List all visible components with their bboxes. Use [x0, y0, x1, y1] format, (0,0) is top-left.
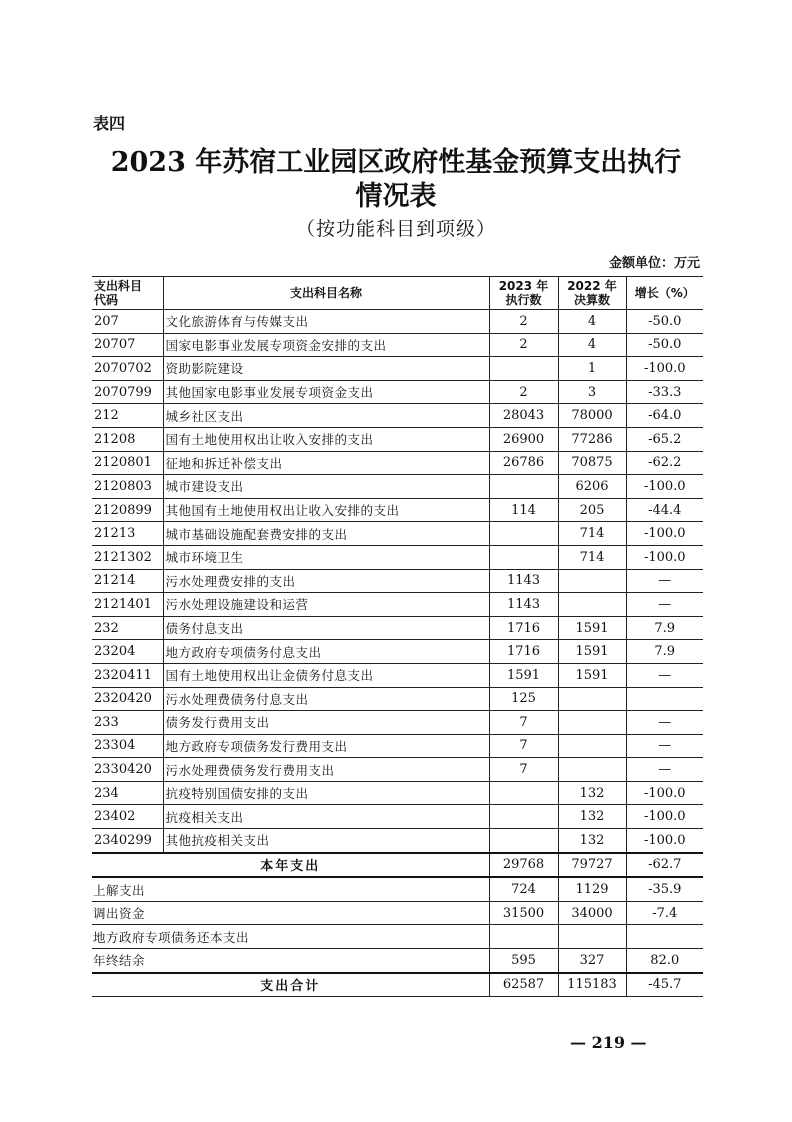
- cell-growth: -100.0: [626, 805, 703, 829]
- cell-name: 其他国家电影事业发展专项资金支出: [163, 380, 489, 404]
- cell-exec: [489, 805, 558, 829]
- cell-code: 2120899: [92, 498, 163, 522]
- cell-exec: 2: [489, 333, 558, 357]
- cell-name: 城市基础设施配套费安排的支出: [163, 522, 489, 546]
- cell-exec: [489, 925, 558, 949]
- cell-growth: —: [626, 593, 703, 617]
- table-row: [92, 901, 703, 925]
- cell-growth: -65.2: [626, 427, 703, 451]
- cell-growth: 82.0: [626, 949, 703, 973]
- cell-code: 2120803: [92, 475, 163, 499]
- cell-name: 调出资金: [92, 901, 489, 925]
- cell-growth: -62.7: [626, 853, 703, 878]
- cell-final: 714: [558, 522, 626, 546]
- cell-final: 6206: [558, 475, 626, 499]
- h-final-text: 2022 年 决算数: [567, 279, 617, 307]
- cell-growth: -100.0: [626, 522, 703, 546]
- cell-code: 23204: [92, 640, 163, 664]
- cell-exec: 724: [489, 877, 558, 901]
- cell-name: 污水处理费安排的支出: [163, 569, 489, 593]
- cell-code: 2320411: [92, 663, 163, 687]
- page-number: — 219 —: [570, 1033, 647, 1052]
- cell-code: 21208: [92, 427, 163, 451]
- cell-growth: —: [626, 663, 703, 687]
- cell-final: 70875: [558, 451, 626, 475]
- table-row: [92, 522, 703, 546]
- table-row: [92, 427, 703, 451]
- cell-growth: -100.0: [626, 357, 703, 381]
- cell-growth: -45.7: [626, 973, 703, 997]
- table-row: [92, 663, 703, 687]
- table-row: [92, 616, 703, 640]
- cell-final: 1591: [558, 616, 626, 640]
- h-exec-text: 2023 年 执行数: [498, 279, 549, 307]
- cell-exec: 114: [489, 498, 558, 522]
- table-row: [92, 805, 703, 829]
- cell-final: [558, 734, 626, 758]
- cell-name: 污水处理费债务付息支出: [163, 687, 489, 711]
- cell-final: 79727: [558, 853, 626, 878]
- cell-growth: —: [626, 569, 703, 593]
- cell-code: 207: [92, 310, 163, 334]
- cell-final: 1591: [558, 663, 626, 687]
- cell-name: 其他抗疫相关支出: [163, 829, 489, 853]
- cell-exec: [489, 781, 558, 805]
- cell-exec: [489, 522, 558, 546]
- header-name: 支出科目名称: [163, 277, 489, 310]
- cell-final: 132: [558, 805, 626, 829]
- cell-final: 34000: [558, 901, 626, 925]
- cell-code: 20707: [92, 333, 163, 357]
- cell-name: 城市环境卫生: [163, 545, 489, 569]
- cell-growth: —: [626, 711, 703, 735]
- table-row: [92, 781, 703, 805]
- cell-final: [558, 687, 626, 711]
- cell-exec: [489, 475, 558, 499]
- cell-name: 地方政府专项债务发行费用支出: [163, 734, 489, 758]
- cell-growth: [626, 925, 703, 949]
- table-row: [92, 404, 703, 428]
- table-row: [92, 593, 703, 617]
- cell-code: 232: [92, 616, 163, 640]
- cell-name: 城乡社区支出: [163, 404, 489, 428]
- cell-growth: -33.3: [626, 380, 703, 404]
- grand-total-row: [92, 973, 703, 997]
- page-title: 2023 年苏宿工业园区政府性基金预算支出执行: [110, 147, 682, 178]
- cell-final: 132: [558, 781, 626, 805]
- table-row: [92, 380, 703, 404]
- cell-name: 其他国有土地使用权出让收入安排的支出: [163, 498, 489, 522]
- cell-exec: 1143: [489, 593, 558, 617]
- cell-name: 债务发行费用支出: [163, 711, 489, 735]
- cell-code: 2120801: [92, 451, 163, 475]
- cell-name: 上解支出: [92, 877, 489, 901]
- cell-name: 国家电影事业发展专项资金安排的支出: [163, 333, 489, 357]
- cell-exec: 26786: [489, 451, 558, 475]
- cell-name: 抗疫特别国债安排的支出: [163, 781, 489, 805]
- cell-exec: 595: [489, 949, 558, 973]
- cell-exec: 2: [489, 380, 558, 404]
- cell-final: 78000: [558, 404, 626, 428]
- cell-code: 2340299: [92, 829, 163, 853]
- cell-exec: 62587: [489, 973, 558, 997]
- cell-exec: 2: [489, 310, 558, 334]
- grand-total-row-label: 支出合计: [92, 973, 489, 997]
- header-growth: 增长（%）: [626, 277, 703, 310]
- cell-exec: 1716: [489, 640, 558, 664]
- table-row: [92, 333, 703, 357]
- cell-exec: 1143: [489, 569, 558, 593]
- cell-code: 23304: [92, 734, 163, 758]
- header-exec: [489, 277, 558, 310]
- cell-exec: 31500: [489, 901, 558, 925]
- cell-exec: 1716: [489, 616, 558, 640]
- cell-final: 327: [558, 949, 626, 973]
- cell-growth: 7.9: [626, 640, 703, 664]
- cell-final: [558, 925, 626, 949]
- cell-final: 3: [558, 380, 626, 404]
- cell-code: 212: [92, 404, 163, 428]
- cell-code: 2121302: [92, 545, 163, 569]
- table-row: [92, 877, 703, 901]
- cell-growth: [626, 687, 703, 711]
- table-row: [92, 758, 703, 782]
- table-row: [92, 451, 703, 475]
- cell-code: 2330420: [92, 758, 163, 782]
- year-total-row: [92, 853, 703, 878]
- cell-growth: -100.0: [626, 475, 703, 499]
- cell-final: 205: [558, 498, 626, 522]
- cell-name: 污水处理费债务发行费用支出: [163, 758, 489, 782]
- cell-final: 115183: [558, 973, 626, 997]
- table-row: [92, 498, 703, 522]
- cell-growth: -44.4: [626, 498, 703, 522]
- cell-growth: -50.0: [626, 333, 703, 357]
- cell-exec: 125: [489, 687, 558, 711]
- cell-growth: —: [626, 758, 703, 782]
- cell-final: 77286: [558, 427, 626, 451]
- cell-growth: -62.2: [626, 451, 703, 475]
- table-row: [92, 357, 703, 381]
- cell-final: 1591: [558, 640, 626, 664]
- header-final: [558, 277, 626, 310]
- cell-final: [558, 569, 626, 593]
- table-row: [92, 569, 703, 593]
- table-row: [92, 711, 703, 735]
- cell-code: 2121401: [92, 593, 163, 617]
- table-row: [92, 949, 703, 973]
- table-header: [92, 277, 703, 310]
- expenditure-table: [92, 276, 703, 997]
- cell-name: 国有土地使用权出让金债务付息支出: [163, 663, 489, 687]
- table-row: [92, 925, 703, 949]
- cell-growth: -50.0: [626, 310, 703, 334]
- cell-name: 文化旅游体育与传媒支出: [163, 310, 489, 334]
- cell-name: 地方政府专项债务还本支出: [92, 925, 489, 949]
- header-code: [92, 277, 163, 310]
- cell-exec: 28043: [489, 404, 558, 428]
- cell-code: 21213: [92, 522, 163, 546]
- cell-exec: 1591: [489, 663, 558, 687]
- cell-name: 国有土地使用权出让收入安排的支出: [163, 427, 489, 451]
- table-row: [92, 734, 703, 758]
- cell-final: 1129: [558, 877, 626, 901]
- cell-exec: 7: [489, 734, 558, 758]
- cell-growth: -7.4: [626, 901, 703, 925]
- cell-name: 地方政府专项债务付息支出: [163, 640, 489, 664]
- amount-unit: 金额单位：万元: [608, 256, 700, 271]
- table-row: [92, 310, 703, 334]
- cell-name: 抗疫相关支出: [163, 805, 489, 829]
- cell-final: 4: [558, 310, 626, 334]
- cell-growth: 7.9: [626, 616, 703, 640]
- cell-name: 年终结余: [92, 949, 489, 973]
- cell-final: [558, 711, 626, 735]
- cell-code: 234: [92, 781, 163, 805]
- cell-growth: -64.0: [626, 404, 703, 428]
- cell-exec: 26900: [489, 427, 558, 451]
- page-subtitle: （按功能科目到项级）: [295, 218, 496, 240]
- cell-name: 债务付息支出: [163, 616, 489, 640]
- cell-name: 城市建设支出: [163, 475, 489, 499]
- table-body: [92, 310, 703, 997]
- cell-growth: -100.0: [626, 829, 703, 853]
- table-row: [92, 640, 703, 664]
- cell-code: 2070799: [92, 380, 163, 404]
- cell-code: 21214: [92, 569, 163, 593]
- page-title-line2: 情况表: [355, 181, 437, 212]
- cell-name: 污水处理设施建设和运营: [163, 593, 489, 617]
- cell-code: 2070702: [92, 357, 163, 381]
- cell-exec: [489, 829, 558, 853]
- cell-growth: -100.0: [626, 545, 703, 569]
- cell-growth: -100.0: [626, 781, 703, 805]
- cell-growth: —: [626, 734, 703, 758]
- cell-exec: [489, 357, 558, 381]
- cell-code: 23402: [92, 805, 163, 829]
- table-label: 表四: [93, 114, 126, 133]
- cell-final: 132: [558, 829, 626, 853]
- table-row: [92, 829, 703, 853]
- cell-final: [558, 593, 626, 617]
- cell-name: 资助影院建设: [163, 357, 489, 381]
- cell-exec: [489, 545, 558, 569]
- year-total-row-label: 本年支出: [92, 853, 489, 878]
- cell-growth: -35.9: [626, 877, 703, 901]
- cell-final: [558, 758, 626, 782]
- h-code-text: 支出科目 代码: [94, 279, 143, 307]
- cell-exec: 7: [489, 758, 558, 782]
- cell-code: 233: [92, 711, 163, 735]
- cell-exec: 29768: [489, 853, 558, 878]
- table-row: [92, 687, 703, 711]
- cell-final: 714: [558, 545, 626, 569]
- cell-name: 征地和拆迁补偿支出: [163, 451, 489, 475]
- table-row: [92, 475, 703, 499]
- cell-exec: 7: [489, 711, 558, 735]
- cell-code: 2320420: [92, 687, 163, 711]
- cell-final: 4: [558, 333, 626, 357]
- table-row: [92, 545, 703, 569]
- cell-final: 1: [558, 357, 626, 381]
